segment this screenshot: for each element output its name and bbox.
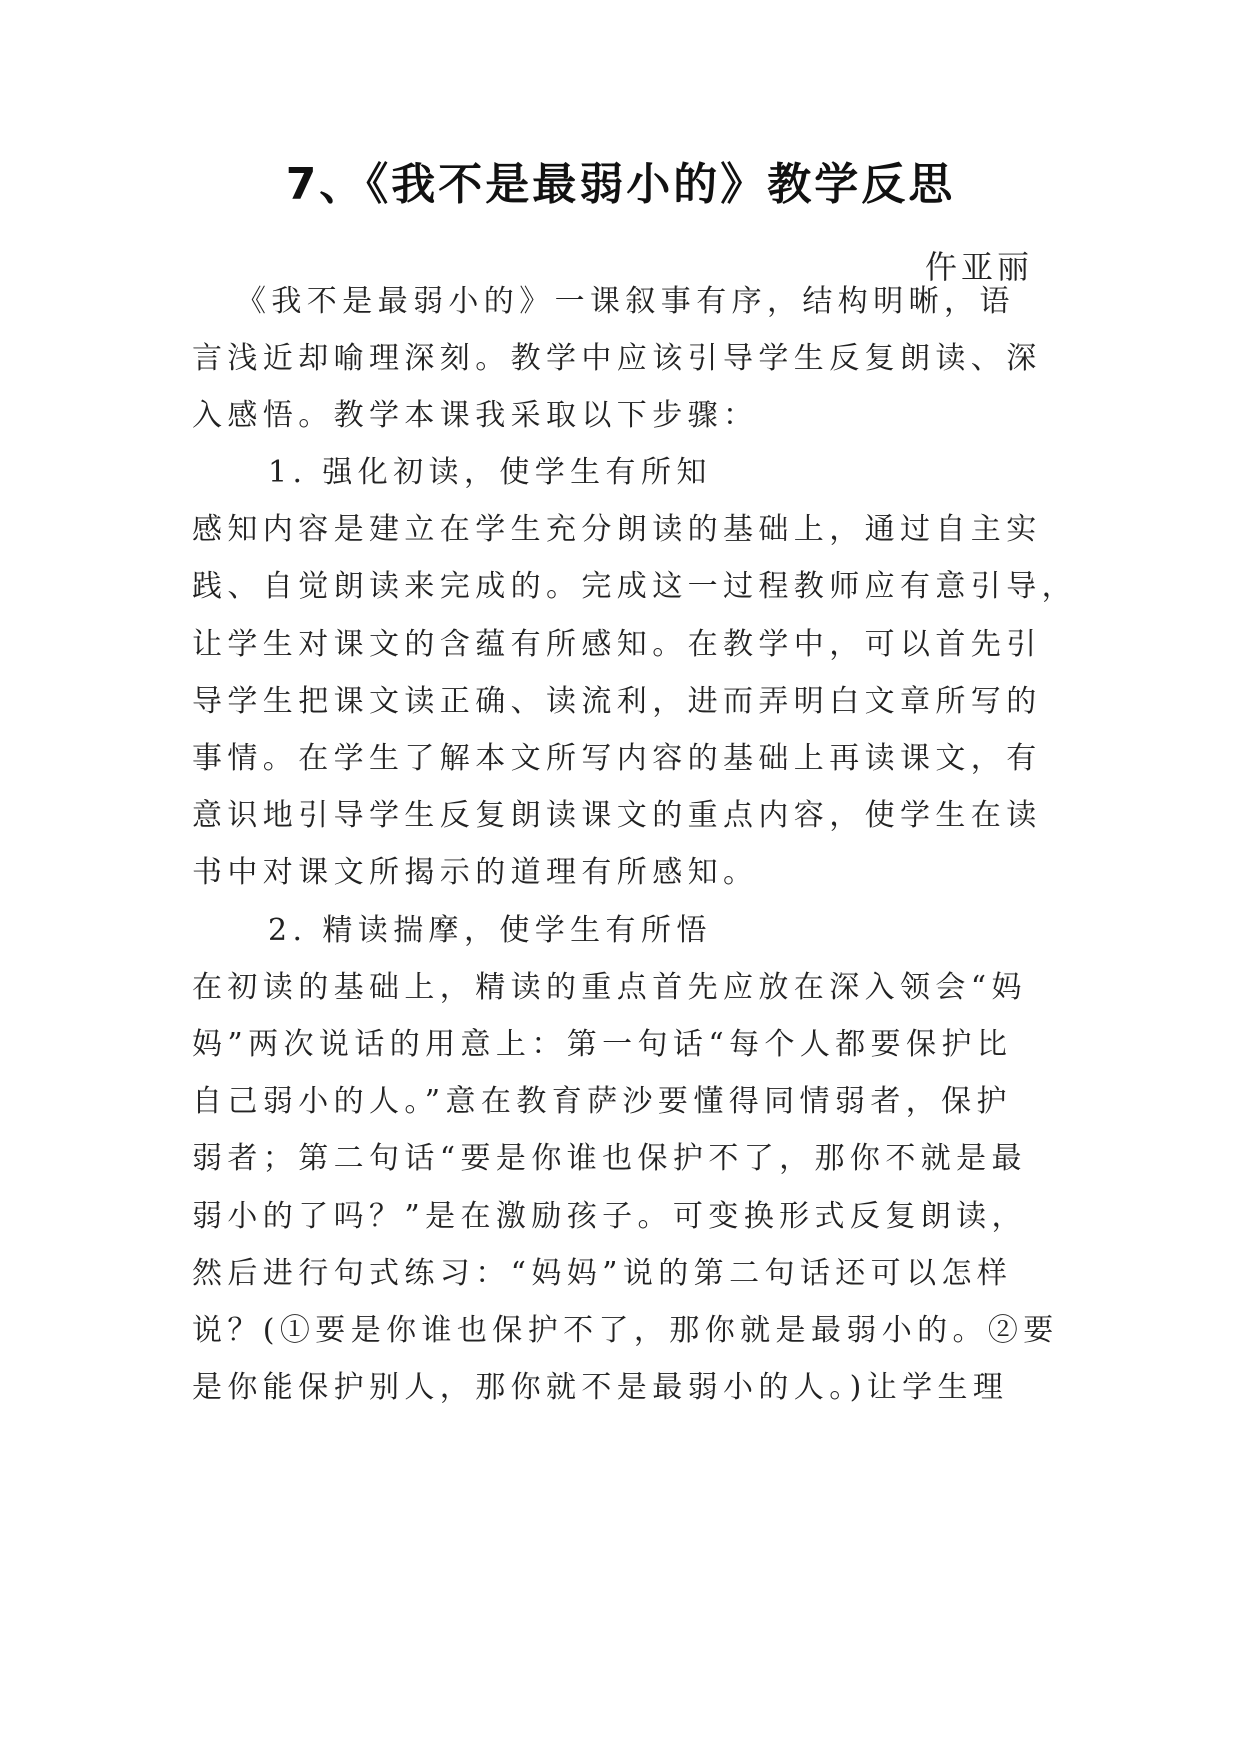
body-line: 在初读的基础上，精读的重点首先应放在深入领会“妈 <box>192 970 1027 1005</box>
body-line: 说？(①要是你谁也保护不了，那你就是最弱小的。②要 <box>192 1313 1059 1348</box>
body-line: 导学生把课文读正确、读流利，进而弄明白文章所写的 <box>192 684 1042 719</box>
section-heading-1: 1. 强化初读，使学生有所知 <box>268 455 712 490</box>
body-line: 弱小的了吗？”是在激励孩子。可变换形式反复朗读， <box>192 1199 1027 1234</box>
body-line: 书中对课文所揭示的道理有所感知。 <box>192 855 759 890</box>
body-line: 入感悟。教学本课我采取以下步骤： <box>192 398 759 433</box>
body-line: 让学生对课文的含蕴有所感知。在教学中，可以首先引 <box>192 627 1042 662</box>
body-line: 践、自觉朗读来完成的。完成这一过程教师应有意引导， <box>192 569 1077 604</box>
body-line: 自己弱小的人。”意在教育萨沙要懂得同情弱者，保护 <box>192 1084 1012 1119</box>
author-name: 仵亚丽 <box>924 248 1033 286</box>
document-title: 7、《我不是最弱小的》教学反思 <box>285 159 956 210</box>
body-line: 《我不是最弱小的》一课叙事有序，结构明晰，语 <box>236 284 1015 319</box>
body-line: 意识地引导学生反复朗读课文的重点内容，使学生在读 <box>192 798 1042 833</box>
body-line: 感知内容是建立在学生充分朗读的基础上，通过自主实 <box>192 512 1042 547</box>
section-heading-2: 2. 精读揣摩，使学生有所悟 <box>268 913 712 948</box>
body-line: 事情。在学生了解本文所写内容的基础上再读课文，有 <box>192 741 1042 776</box>
body-line: 然后进行句式练习：“妈妈”说的第二句话还可以怎样 <box>192 1256 1013 1291</box>
body-line: 是你能保护别人，那你就不是最弱小的人。)让学生理 <box>192 1370 1009 1405</box>
body-line: 弱者；第二句话“要是你谁也保护不了，那你不就是最 <box>192 1141 1027 1176</box>
body-line: 言浅近却喻理深刻。教学中应该引导学生反复朗读、深 <box>192 341 1042 376</box>
body-line: 妈”两次说话的用意上：第一句话“每个人都要保护比 <box>192 1027 1013 1062</box>
